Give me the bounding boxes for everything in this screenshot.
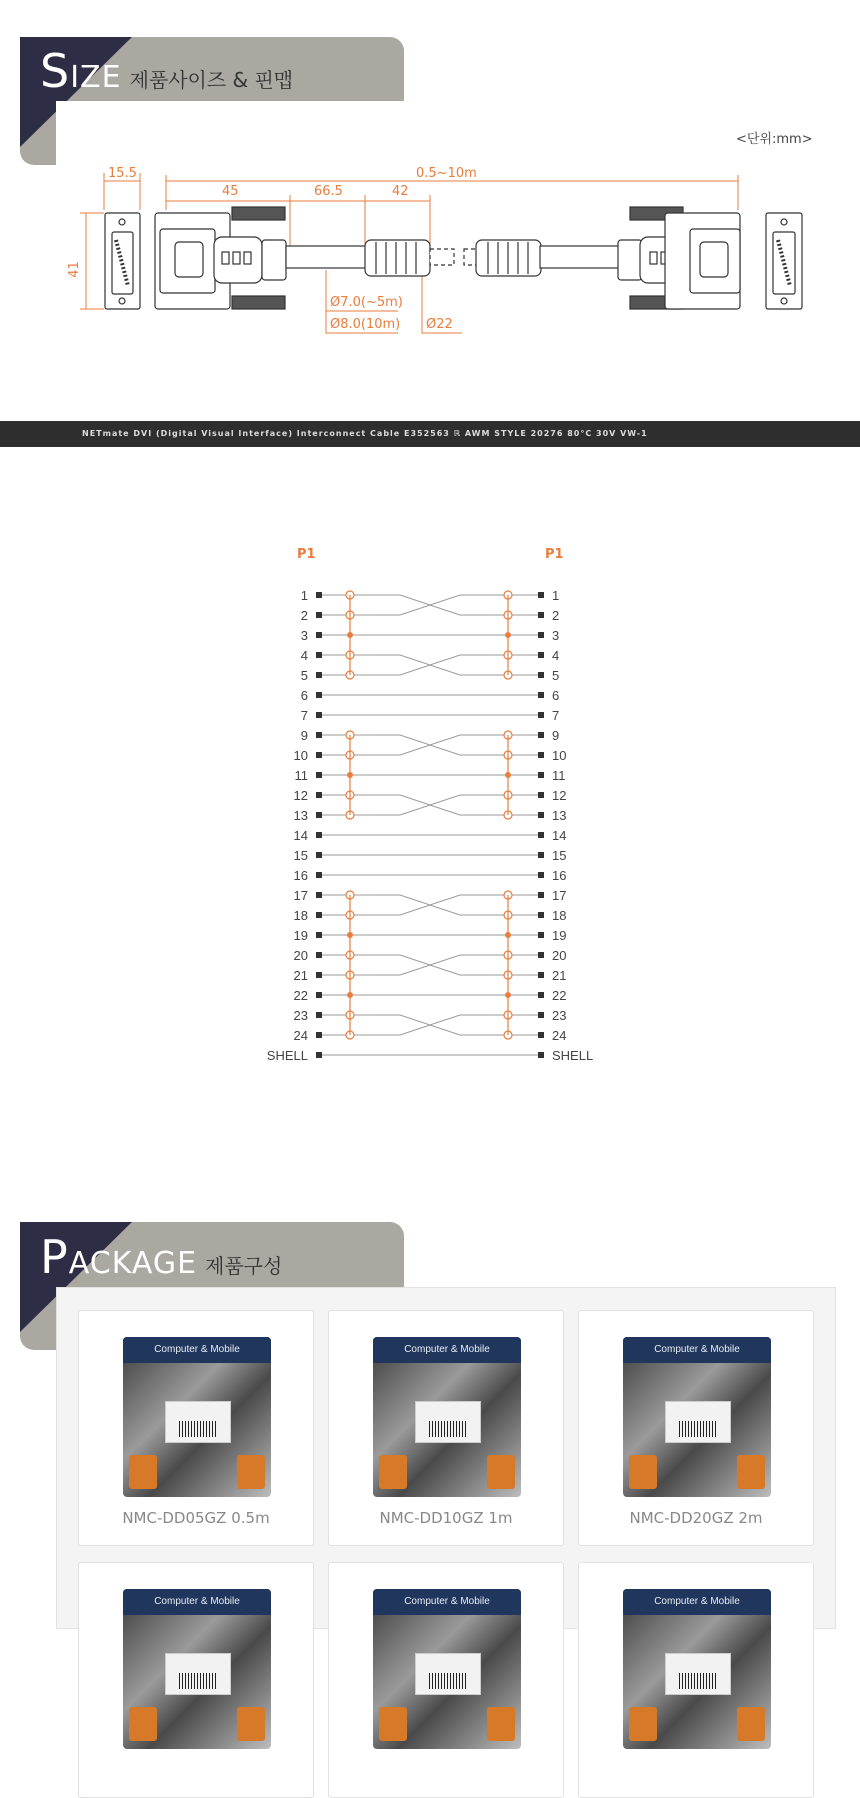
package-barcode-label xyxy=(665,1401,731,1443)
pin-right-label: 23 xyxy=(552,1008,567,1023)
pin-left-label: 14 xyxy=(293,828,308,843)
pin-right-label: 10 xyxy=(552,748,567,763)
pin-left-terminal xyxy=(316,1012,322,1018)
pin-left-terminal xyxy=(316,732,322,738)
pin-left-terminal xyxy=(316,892,322,898)
pin-right-label: 1 xyxy=(552,588,560,603)
package-bag-image xyxy=(123,1589,271,1749)
package-bag-image xyxy=(123,1337,271,1497)
cable-print-text: NETmate DVI (Digital Visual Interface) Interconnect Cable E352563 ℝ AWM STYLE 20276 80°C 30V VW-1 xyxy=(82,429,648,438)
pin-right-terminal xyxy=(538,732,544,738)
package-plug-right xyxy=(487,1707,515,1741)
pin-left-terminal xyxy=(316,972,322,978)
pinmap-diagram xyxy=(250,575,610,1065)
package-barcode-label xyxy=(165,1401,231,1443)
pin-left-label: 22 xyxy=(293,988,308,1003)
pin-right-terminal xyxy=(538,992,544,998)
pin-right-terminal xyxy=(538,692,544,698)
dim-45-label: 45 xyxy=(222,184,239,199)
package-bag-image xyxy=(623,1589,771,1749)
pin-right-terminal xyxy=(538,772,544,778)
package-plug-right xyxy=(487,1455,515,1489)
package-plug-left xyxy=(379,1455,407,1489)
pin-left-terminal xyxy=(316,612,322,618)
package-bag-image xyxy=(373,1589,521,1749)
pin-right-terminal xyxy=(538,852,544,858)
package-plug-right xyxy=(237,1455,265,1489)
pin-right-label: 11 xyxy=(552,768,566,783)
pin-right-terminal xyxy=(538,932,544,938)
package-bag-header: Computer & Mobile xyxy=(373,1589,521,1615)
package-item-card xyxy=(578,1310,814,1546)
pin-left-label: 17 xyxy=(293,888,308,903)
dim-41-label: 41 xyxy=(66,261,82,278)
pin-right-terminal xyxy=(538,832,544,838)
package-item-name: NMC-DD20GZ 2m xyxy=(629,1509,763,1527)
pin-right-label: 24 xyxy=(552,1028,567,1043)
unit-label: <단위:mm> xyxy=(736,132,813,147)
size-title-initial: S xyxy=(40,44,71,98)
package-item-card xyxy=(78,1310,314,1546)
pin-left-label: SHELL xyxy=(266,1048,308,1063)
package-item-name: NMC-DD10GZ 1m xyxy=(379,1509,513,1527)
left-end-view xyxy=(105,213,140,309)
pin-left-terminal xyxy=(316,652,322,658)
package-plug-left xyxy=(129,1707,157,1741)
pin-right-label: 3 xyxy=(552,628,560,643)
pin-right-label: SHELL xyxy=(552,1048,594,1063)
pin-left-label: 7 xyxy=(300,708,308,723)
pin-right-label: 22 xyxy=(552,988,567,1003)
pin-left-label: 13 xyxy=(293,808,308,823)
pin-right-label: 9 xyxy=(552,728,560,743)
pin-left-terminal xyxy=(316,752,322,758)
package-bag-header: Computer & Mobile xyxy=(623,1589,771,1615)
package-barcode-label xyxy=(415,1401,481,1443)
pin-right-terminal xyxy=(538,892,544,898)
pin-right-terminal xyxy=(538,1032,544,1038)
pin-left-label: 6 xyxy=(300,688,308,703)
pin-left-label: 23 xyxy=(293,1008,308,1023)
dim-dia2-label: Ø8.0(10m) xyxy=(330,317,401,332)
pin-left-terminal xyxy=(316,812,322,818)
dim-length-label: 0.5~10m xyxy=(416,166,477,181)
pin-right-terminal xyxy=(538,912,544,918)
dim-66-5-label: 66.5 xyxy=(314,184,343,199)
package-title-initial: P xyxy=(40,1230,69,1284)
pin-left-terminal xyxy=(316,832,322,838)
pin-right-label: 21 xyxy=(552,968,567,983)
pin-left-label: 10 xyxy=(293,748,308,763)
pin-left-terminal xyxy=(316,912,322,918)
pinmap-right-header: P1 xyxy=(545,547,564,562)
pin-right-label: 2 xyxy=(552,608,560,623)
pin-left-terminal xyxy=(316,692,322,698)
pin-right-label: 16 xyxy=(552,868,567,883)
pin-left-label: 12 xyxy=(293,788,308,803)
pin-right-label: 17 xyxy=(552,888,567,903)
pin-left-terminal xyxy=(316,712,322,718)
pin-right-label: 6 xyxy=(552,688,560,703)
pin-left-terminal xyxy=(316,932,322,938)
pin-right-terminal xyxy=(538,952,544,958)
pin-left-terminal xyxy=(316,772,322,778)
pin-left-label: 3 xyxy=(300,628,308,643)
pin-left-terminal xyxy=(316,872,322,878)
size-title xyxy=(40,44,293,98)
pin-right-terminal xyxy=(538,1052,544,1058)
pin-right-terminal xyxy=(538,652,544,658)
package-plug-right xyxy=(737,1455,765,1489)
package-plug-right xyxy=(737,1707,765,1741)
pin-right-terminal xyxy=(538,752,544,758)
pin-left-label: 20 xyxy=(293,948,308,963)
pin-right-label: 18 xyxy=(552,908,567,923)
dim-15-5-label: 15.5 xyxy=(108,166,137,181)
package-plug-left xyxy=(629,1707,657,1741)
package-bag-header: Computer & Mobile xyxy=(623,1337,771,1363)
pin-left-label: 21 xyxy=(293,968,308,983)
pin-left-label: 9 xyxy=(300,728,308,743)
pin-left-terminal xyxy=(316,672,322,678)
package-plug-left xyxy=(629,1455,657,1489)
package-subtitle: 제품구성 xyxy=(205,1254,283,1278)
package-barcode-label xyxy=(415,1653,481,1695)
pin-right-label: 15 xyxy=(552,848,567,863)
pin-left-terminal xyxy=(316,992,322,998)
package-title xyxy=(40,1230,282,1284)
pin-right-label: 14 xyxy=(552,828,567,843)
pin-left-terminal xyxy=(316,1052,322,1058)
pin-right-terminal xyxy=(538,972,544,978)
package-item-card xyxy=(78,1562,314,1798)
pin-right-terminal xyxy=(538,812,544,818)
package-plug-left xyxy=(129,1455,157,1489)
pin-left-terminal xyxy=(316,1032,322,1038)
package-bag-header: Computer & Mobile xyxy=(373,1337,521,1363)
dim-42-label: 42 xyxy=(392,184,409,199)
pin-right-terminal xyxy=(538,1012,544,1018)
pin-left-terminal xyxy=(316,592,322,598)
package-plug-left xyxy=(379,1707,407,1741)
pin-right-label: 19 xyxy=(552,928,567,943)
package-item-card xyxy=(578,1562,814,1798)
pin-left-label: 2 xyxy=(300,608,308,623)
package-title-rest: ACKAGE xyxy=(68,1246,198,1281)
pin-right-terminal xyxy=(538,712,544,718)
pin-left-label: 16 xyxy=(293,868,308,883)
package-barcode-label xyxy=(165,1653,231,1695)
pin-right-terminal xyxy=(538,792,544,798)
cable-print-band xyxy=(0,421,860,447)
pin-left-label: 19 xyxy=(293,928,308,943)
pin-left-label: 24 xyxy=(293,1028,308,1043)
pin-right-label: 13 xyxy=(552,808,567,823)
pin-left-label: 11 xyxy=(294,768,308,783)
pin-left-label: 18 xyxy=(293,908,308,923)
package-barcode-label xyxy=(665,1653,731,1695)
pin-right-terminal xyxy=(538,612,544,618)
package-item-name: NMC-DD05GZ 0.5m xyxy=(122,1509,270,1527)
pin-left-terminal xyxy=(316,852,322,858)
pin-right-label: 7 xyxy=(552,708,560,723)
pin-right-terminal xyxy=(538,872,544,878)
pin-left-terminal xyxy=(316,632,322,638)
package-bag-image xyxy=(373,1337,521,1497)
pin-right-label: 5 xyxy=(552,668,560,683)
size-subtitle: 제품사이즈 & 핀맵 xyxy=(129,68,294,92)
right-connector xyxy=(464,207,740,309)
pin-right-terminal xyxy=(538,632,544,638)
dim-dia1-label: Ø7.0(~5m) xyxy=(330,295,403,310)
package-item-card xyxy=(328,1562,564,1798)
pin-left-terminal xyxy=(316,792,322,798)
pin-right-terminal xyxy=(538,592,544,598)
pin-right-label: 4 xyxy=(552,648,560,663)
pin-left-label: 15 xyxy=(293,848,308,863)
package-plug-right xyxy=(237,1707,265,1741)
package-bag-image xyxy=(623,1337,771,1497)
size-title-rest: IZE xyxy=(70,60,122,95)
right-end-view xyxy=(766,213,802,309)
package-item-card xyxy=(328,1310,564,1546)
pin-right-terminal xyxy=(538,672,544,678)
pin-left-label: 1 xyxy=(300,588,308,603)
dim-dia3-label: Ø22 xyxy=(426,317,453,332)
package-bag-header: Computer & Mobile xyxy=(123,1337,271,1363)
package-bag-header: Computer & Mobile xyxy=(123,1589,271,1615)
pin-right-label: 20 xyxy=(552,948,567,963)
left-connector xyxy=(155,207,454,309)
pin-left-label: 5 xyxy=(300,668,308,683)
pin-left-label: 4 xyxy=(300,648,308,663)
pin-left-terminal xyxy=(316,952,322,958)
pin-right-label: 12 xyxy=(552,788,567,803)
pinmap-left-header: P1 xyxy=(297,547,316,562)
